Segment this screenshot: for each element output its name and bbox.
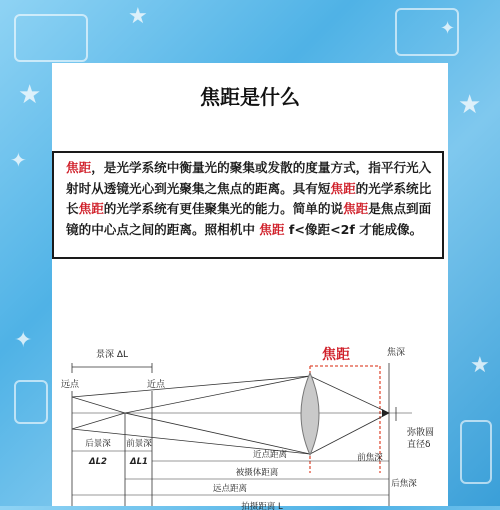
page-title: 焦距是什么: [200, 85, 300, 109]
star-icon: ★: [18, 80, 42, 110]
highlight-term: 焦距: [330, 180, 356, 196]
text-segment: ，是光学系统中衡量光的聚集或发散的度量方式，指平行光入射时从透镜光心到光聚集之焦点的距离。具有短: [66, 160, 432, 196]
near-point-label: 近点: [146, 380, 166, 390]
text-segment: 是焦点到面镜的中心点之间的距离。照相机中: [66, 201, 432, 237]
subject-distance-label: 被摄体距离: [235, 468, 279, 478]
decor-frame: [14, 380, 48, 424]
near-distance-label: 近点距离: [252, 450, 288, 460]
front-dof-label: 前景深: [126, 439, 152, 449]
depth-of-field-diagram: [52, 333, 448, 510]
coc-label-2: 直径δ: [407, 440, 431, 450]
focus-depth-label: 焦深: [386, 348, 406, 358]
ray: [72, 376, 310, 397]
text-segment: f<像距<2f 才能成像。: [284, 221, 423, 237]
shoot-distance-label: 拍摄距离 L: [241, 502, 283, 510]
decor-frame: [460, 420, 492, 484]
ray: [310, 413, 389, 454]
star-icon: ★: [128, 4, 148, 29]
focus-point: [382, 409, 389, 417]
text-segment: 的光学系统比长: [66, 180, 432, 216]
front-focus-label: 前焦深: [357, 453, 383, 463]
star-icon: ★: [458, 90, 482, 120]
diagram-svg: [52, 333, 448, 510]
star-icon: ✦: [10, 148, 27, 172]
text-segment: 的光学系统有更佳聚集光的能力。简单的说: [103, 201, 344, 216]
ray: [125, 413, 310, 454]
star-icon: ✦: [440, 18, 456, 39]
dof-label: 景深 ΔL: [95, 350, 129, 360]
definition-box: [52, 151, 444, 259]
highlight-term: 焦距: [66, 160, 92, 175]
focal-label: 焦距: [322, 347, 350, 363]
definition-text: [66, 158, 434, 240]
lens-shape: [301, 373, 319, 455]
highlight-term: 焦距: [78, 201, 104, 216]
decor-frame: [395, 8, 459, 56]
ray: [72, 413, 125, 429]
star-icon: ✦: [14, 328, 33, 353]
far-distance-label: 远点距离: [212, 484, 248, 494]
dl2-label: ΔL2: [89, 457, 107, 467]
dl1-label: ΔL1: [130, 457, 148, 467]
coc-label-1: 弥散圆: [407, 428, 435, 438]
highlight-term: 焦距: [259, 221, 285, 237]
ray: [72, 397, 125, 413]
star-icon: ★: [470, 353, 490, 378]
ray: [310, 376, 389, 413]
rear-dof-label: 后景深: [85, 439, 111, 449]
content-card: [52, 63, 448, 510]
far-point-label: 远点: [60, 380, 80, 390]
envelope-icon: [14, 14, 88, 62]
rear-focus-label: 后焦深: [391, 479, 417, 489]
highlight-term: 焦距: [343, 201, 369, 216]
